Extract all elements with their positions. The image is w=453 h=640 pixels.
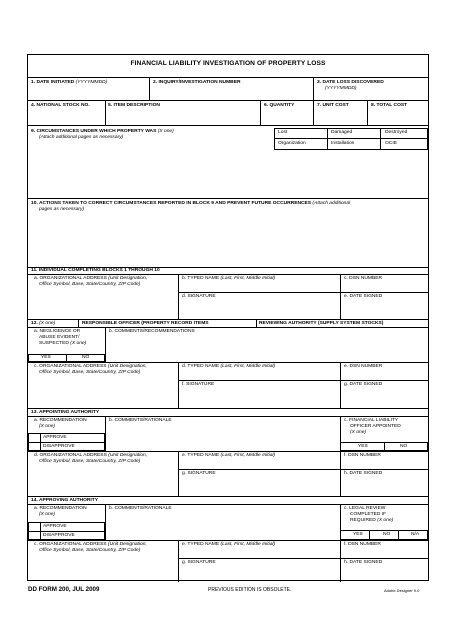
block11-address-field[interactable] — [31, 289, 175, 317]
block11-a-hint: Office Symbol, Base, State/Country, ZIP Code) — [39, 282, 141, 287]
block9-label: 9. CIRCUMSTANCES UNDER WHICH PROPERTY WAS (X one) — [31, 129, 174, 134]
block9-hint: (Attach additional pages as necessary) — [39, 135, 124, 140]
option-installation[interactable]: Installation — [331, 141, 355, 146]
comments-recommendations-area[interactable] — [108, 336, 425, 360]
actions-text-area[interactable] — [31, 215, 425, 265]
approving-approve-option[interactable]: APPROVE — [43, 524, 67, 529]
block4-label: 4. NATIONAL STOCK NO. — [31, 103, 90, 108]
block12-f-label: f. SIGNATURE — [182, 382, 215, 387]
block13-c-hint: (X one) — [350, 430, 367, 435]
block11-b-label: b. TYPED NAME (Last, First, Middle Initial) — [182, 276, 276, 281]
approving-disapprove-option[interactable]: DISAPPROVE — [43, 533, 75, 538]
block3-hint: (YYYYMMDD) — [325, 86, 357, 91]
block13-header: 13. APPOINTING AUTHORITY — [31, 410, 100, 415]
block14-g-label: g. SIGNATURE — [182, 560, 216, 565]
option-organization[interactable]: Organization — [278, 141, 306, 146]
block14-c-line1: c. LEGAL REVIEW — [344, 506, 386, 511]
block11-header: 11. INDIVIDUAL COMPLETING BLOCKS 1 THROUGH 10 — [31, 268, 160, 273]
block13-d-hint: Office Symbol, Base, State/Country, ZIP Code) — [39, 459, 141, 464]
block10-hint: pages as necessary) — [39, 207, 85, 212]
block14-f-label: f. DSN NUMBER — [344, 542, 381, 547]
block6-label: 6. QUANTITY — [264, 103, 295, 108]
legal-review-na-option[interactable]: N/A — [411, 532, 420, 537]
block11-d-label: d. SIGNATURE — [182, 294, 216, 299]
block13-c-line1: c. FINANCIAL LIABILITY — [344, 418, 399, 423]
block14-a-label: a. RECOMMENDATION — [34, 506, 87, 511]
flo-no-option[interactable]: NO — [400, 444, 408, 449]
block14-h-label: h. DATE SIGNED — [344, 560, 383, 565]
block13-d-label: d. ORGANIZATIONAL ADDRESS (Unit Designation, — [34, 453, 148, 458]
inquiry-number-field[interactable] — [153, 87, 309, 98]
reviewing-authority-option[interactable]: REVIEWING AUTHORITY (SUPPLY SYSTEM STOCKS) — [259, 321, 384, 326]
circumstances-text-area[interactable] — [31, 152, 425, 196]
block11-a-label: a. ORGANIZATIONAL ADDRESS (Unit Designation, — [34, 276, 148, 281]
form-number: DD FORM 200, JUL 2009 — [28, 586, 100, 593]
block8-label: 8. TOTAL COST — [371, 103, 408, 108]
flo-yes-option[interactable]: YES — [358, 444, 368, 449]
block10-label: 10. ACTIONS TAKEN TO CORRECT CIRCUMSTANCES REPORTED IN BLOCK 9 AND PREVENT FUTURE OCCURRENCES (Attach additional — [31, 201, 351, 206]
block14-a-hint: (X one) — [39, 512, 56, 517]
block14-d-hint: Office Symbol, Base, State/Country, ZIP Code) — [39, 548, 141, 553]
block12-b-label: b. COMMENTS/RECOMMENDATIONS — [109, 329, 195, 334]
date-loss-discovered-field[interactable] — [317, 92, 425, 99]
block3-label: 3. DATE LOSS DISCOVERED — [317, 80, 384, 85]
appointing-comments-area[interactable] — [108, 425, 337, 449]
block11-c-label: c. DSN NUMBER — [344, 276, 383, 281]
date-initiated-field[interactable] — [31, 87, 146, 98]
block12-e-label: e. DSN NUMBER — [344, 364, 383, 369]
negligence-no-option[interactable]: NO — [82, 355, 90, 360]
block14-d-label: c. ORGANIZATIONAL ADDRESS (Unit Designation, — [34, 542, 147, 547]
option-lost[interactable]: Lost — [278, 130, 288, 135]
block14-header: 14. APPROVING AUTHORITY — [31, 498, 99, 503]
legal-review-yes-option[interactable]: YES — [353, 532, 363, 537]
block13-e-label: e. TYPED NAME (Last, First, Middle Initial) — [182, 453, 276, 458]
block7-label: 7. UNIT COST — [317, 103, 349, 108]
legal-review-no-option[interactable]: NO — [383, 532, 391, 537]
obsolete-notice: PREVIOUS EDITION IS OBSOLETE. — [208, 587, 292, 593]
approving-comments-area[interactable] — [108, 513, 337, 538]
block14-b-label: b. COMMENTS/RATIONALE — [109, 506, 172, 511]
block11-e-label: e. DATE SIGNED — [344, 294, 383, 299]
block2-label: 2. INQUIRY/INVESTIGATION NUMBER — [153, 80, 241, 85]
block14-c-line2: COMPLETED IF — [350, 512, 387, 517]
option-damaged[interactable]: Damaged — [331, 130, 353, 135]
block13-g-label: g. SIGNATURE — [182, 471, 216, 476]
negligence-label-line2: ABUSE EVIDENT/ — [39, 335, 80, 340]
negligence-yes-option[interactable]: YES — [41, 355, 51, 360]
block5-label: 5. ITEM DESCRIPTION — [108, 103, 160, 108]
block13-b-label: b. COMMENTS/RATIONALE — [109, 418, 172, 423]
block12-label: 12. (X one) — [31, 321, 56, 326]
block14-c-line3: REQUIRED (X one) — [350, 518, 394, 523]
block14-e-label: e. TYPED NAME (Last, First, Middle Initial) — [182, 542, 276, 547]
option-destroyed[interactable]: Destroyed — [385, 130, 408, 135]
block1-label: 1. DATE INITIATED (YYYYMMDD) — [31, 80, 108, 85]
negligence-label-line3: SUSPECTED (X one) — [39, 341, 87, 346]
responsible-officer-option[interactable]: RESPONSIBLE OFFICER (PROPERTY RECORD ITEMS — [82, 321, 209, 326]
block12-c-hint: Office Symbol, Base, State/Country, ZIP Code) — [39, 370, 141, 375]
block13-f-label: f. DSN NUMBER — [344, 453, 381, 458]
appointing-approve-option[interactable]: APPROVE — [43, 435, 67, 440]
negligence-label-line1: a. NEGLIGENCE OR — [34, 329, 81, 334]
option-ocie[interactable]: OCIE — [385, 141, 397, 146]
software-note: Adobe Designer 9.0 — [384, 588, 420, 593]
block12-d-label: d. TYPED NAME (Last, First, Middle Initial) — [182, 364, 276, 369]
block13-h-label: h. DATE SIGNED — [344, 471, 383, 476]
block12-g-label: g. DATE SIGNED — [344, 382, 383, 387]
block13-c-line2: OFFICER APPOINTED — [350, 424, 401, 429]
form-frame — [27, 54, 429, 581]
form-title: FINANCIAL LIABILITY INVESTIGATION OF PROPERTY LOSS — [130, 60, 326, 67]
block12-c-label: c. ORGANIZATIONAL ADDRESS (Unit Designation, — [34, 364, 147, 369]
block13-a-label: a. RECOMMENDATION — [34, 418, 87, 423]
appointing-disapprove-option[interactable]: DISAPPROVE — [43, 444, 75, 449]
block13-a-hint: (X one) — [39, 424, 56, 429]
